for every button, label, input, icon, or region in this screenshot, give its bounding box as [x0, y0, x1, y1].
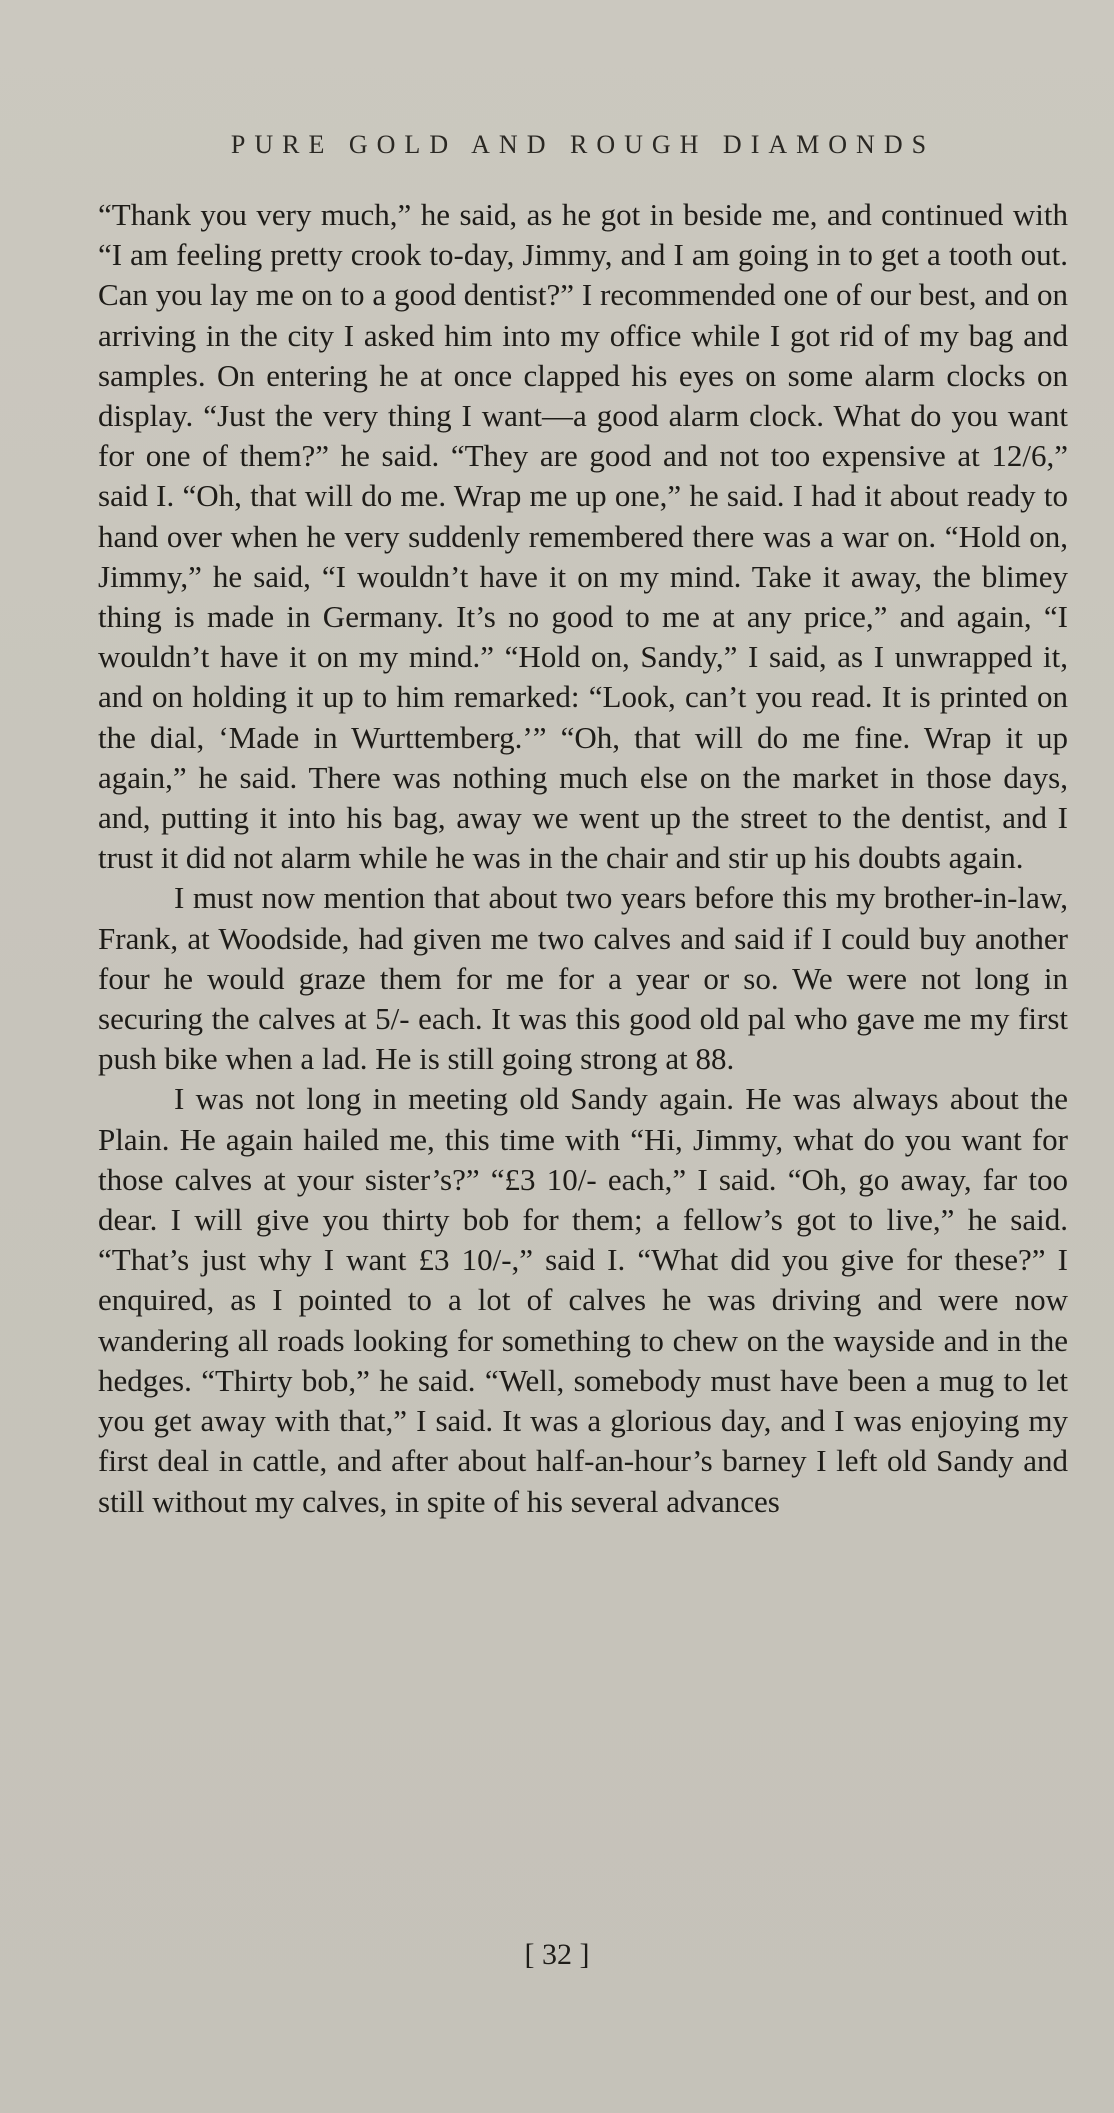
paragraph-2: I must now mention that about two years before this my brother-in-law, Frank, at Woodside, had given me two calves and said if I could buy another four he would graze them for me for a year or so. We were not long in securing the calves at 5/- each. It was this good old pal who gave me my first push bike when a lad. He is still going strong at 88.: [98, 880, 1068, 1077]
body-text: [98, 195, 1068, 1522]
paragraph-1: “Thank you very much,” he said, as he got in beside me, and continued with “I am feeling pretty crook to-day, Jimmy, and I am going in to get a tooth out. Can you lay me on to a good dentist?” I recommended one of our best, and on arriving in the city I asked him into my office while I got rid of my bag and samples. On entering he at once clapped his eyes on some alarm clocks on display. “Just the very thing I want—a good alarm clock. What do you want for one of them?” he said. “They are good and not too expensive at 12/6,” said I. “Oh, that will do me. Wrap me up one,” he said. I had it about ready to hand over when he very suddenly remembered there was a war on. “Hold on, Jimmy,” he said, “I wouldn’t have it on my mind. Take it away, the blimey thing is made in Germany. It’s no good to me at any price,” and again, “I wouldn’t have it on my mind.” “Hold on, Sandy,” I said, as I unwrapped it, and on holding it up to him remarked: “Look, can’t you read. It is printed on the dial, ‘Made in Wurttemberg.’” “Oh, that will do me fine. Wrap it up again,” he said. There was nothing much else on the market in those days, and, putting it into his bag, away we went up the street to the dentist, and I trust it did not alarm while he was in the chair and stir up his doubts again.: [98, 197, 1068, 876]
page-number: [ 32 ]: [524, 1938, 590, 1971]
paragraph-3: I was not long in meeting old Sandy again. He was always about the Plain. He again hailed me, this time with “Hi, Jimmy, what do you want for those calves at your sister’s?” “£3 10/- each,” I said. “Oh, go away, far too dear. I will give you thirty bob for them; a fellow’s got to live,” he said. “That’s just why I want £3 10/-,” said I. “What did you give for these?” I enquired, as I pointed to a lot of calves he was driving and were now wandering all roads looking for something to chew on the wayside and in the hedges. “Thirty bob,” he said. “Well, somebody must have been a mug to let you get away with that,” I said. It was a glorious day, and I was enjoying my first deal in cattle, and after about half-an-hour’s barney I left old Sandy and still without my calves, in spite of his several advances: [98, 1081, 1068, 1519]
running-head: PURE GOLD AND ROUGH DIAMONDS: [230, 130, 936, 159]
